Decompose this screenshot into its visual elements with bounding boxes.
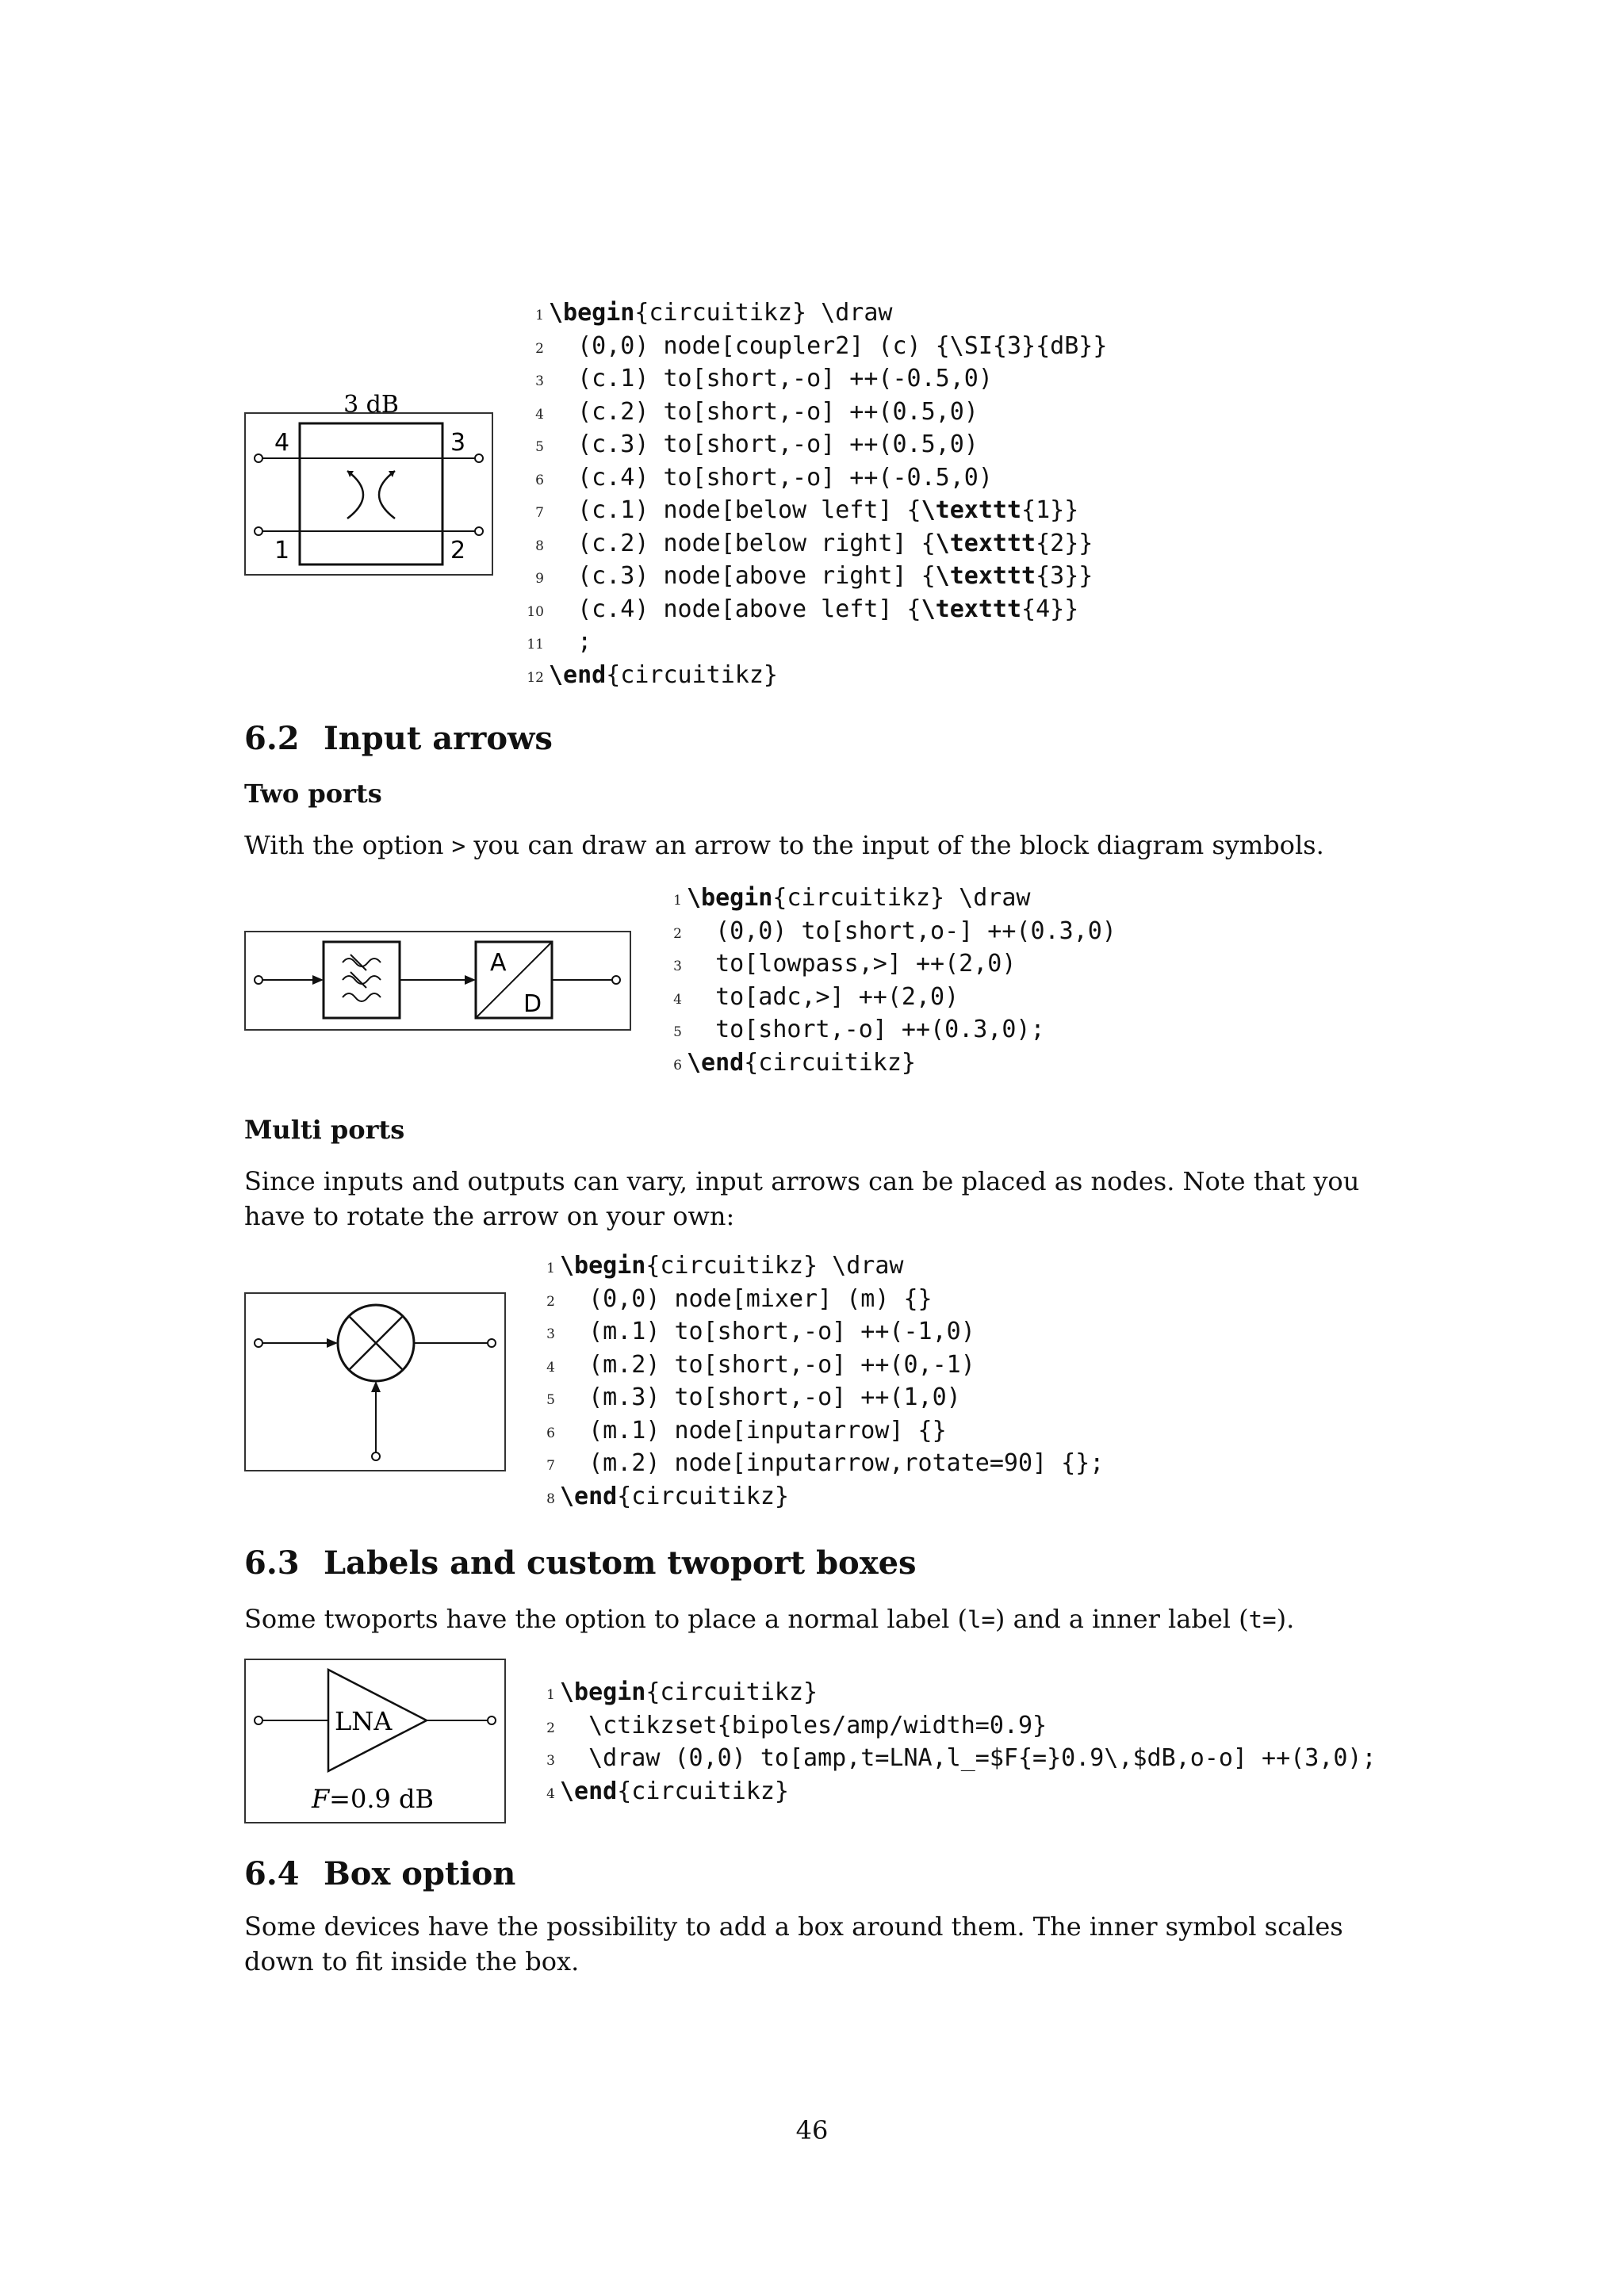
coupler-port-1: 1 [274,537,290,564]
code-text: {circuitikz} [606,660,778,689]
section-number: 6.2 [244,720,300,757]
code-keyword: \begin [687,884,773,912]
code-listing-two-ports [665,882,1116,1079]
line-number: 12 [527,669,544,686]
code-text: {circuitikz} [617,1777,789,1805]
code-text: (m.1) to[short,-o] ++(-1,0) [560,1318,975,1345]
code-line [527,428,1107,461]
code-text: (m.2) node[inputarrow,rotate=90] {}; [560,1449,1105,1477]
code-keyword: \begin [560,1678,646,1706]
text-run: you can draw an arrow to the input of the block diagram symbols. [465,830,1324,860]
code-text: ; [549,628,592,656]
line-number: 1 [546,1261,555,1276]
text-run: ) and a inner label ( [994,1604,1249,1634]
line-number: 2 [535,340,544,357]
code-line [538,1315,1104,1349]
code-line [665,1047,1116,1080]
line-number: 4 [673,991,682,1008]
code-keyword: \end [560,1482,618,1510]
paragraph-labels [244,1601,1410,1637]
coupler-port-4: 4 [274,429,290,457]
subheading-two-ports: Two ports [244,779,382,809]
code-line [527,626,1107,659]
code-text: (m.2) to[short,-o] ++(0,-1) [560,1350,975,1379]
code-text: {circuitikz} [744,1048,916,1077]
code-line [527,494,1107,527]
line-number: 9 [535,571,544,587]
line-number: 4 [546,1785,555,1802]
code-text: (c.3) node[above right] { [549,562,936,590]
code-text: \draw (0,0) to[amp,t=LNA,l_=$F{=}0.9\,$dB,o-o] ++(3,0); [560,1744,1377,1772]
code-line [538,1775,1377,1808]
inline-code: > [451,832,466,859]
lowpass-adc-figure [244,931,631,1031]
page-number: 46 [795,2115,829,2145]
code-line [527,593,1107,626]
lna-label-value: =0.9 dB [329,1784,435,1814]
code-keyword: \end [560,1777,618,1805]
code-text: to[adc,>] ++(2,0) [687,982,959,1011]
line-number: 3 [535,373,544,389]
code-text: {3}} [1036,562,1094,590]
line-number: 3 [546,1326,555,1342]
lna-label-var: F [311,1784,330,1814]
code-line [538,1447,1104,1480]
code-line [527,560,1107,593]
inline-code: l= [967,1606,995,1633]
code-text: (m.3) to[short,-o] ++(1,0) [560,1383,961,1411]
code-text: {circuitikz} \draw [645,1252,904,1280]
code-text: {circuitikz} \draw [772,884,1031,912]
subheading-multi-ports: Multi ports [244,1115,405,1145]
code-text: (m.1) node[inputarrow] {} [560,1416,947,1445]
code-line [665,981,1116,1014]
code-line [665,915,1116,948]
line-number: 5 [546,1392,555,1408]
code-line [538,1676,1377,1709]
line-number: 8 [535,538,544,554]
code-listing-coupler [527,297,1107,691]
coupler-figure [244,391,493,576]
code-line [527,461,1107,495]
code-line [527,527,1107,561]
paragraph-multi-ports: Since inputs and outputs can vary, input arrows can be placed as nodes. Note that you have to rotate the arrow on your own: [244,1166,1360,1231]
code-text: (c.2) node[below right] { [549,529,936,557]
line-number: 4 [535,406,544,423]
code-text: {1}} [1021,496,1079,524]
adc-label-top: A [490,949,507,977]
text-run: With the option [244,830,452,860]
code-keyword: \begin [549,299,635,327]
code-text: \ctikzset{bipoles/amp/width=0.9} [560,1711,1048,1739]
line-number: 2 [546,1720,555,1736]
code-keyword: \texttt [921,595,1022,623]
code-keyword: \end [687,1048,745,1077]
code-line [665,947,1116,981]
section-number: 6.3 [244,1544,300,1582]
line-number: 2 [673,925,682,942]
code-line [538,1742,1377,1775]
code-text: to[short,-o] ++(0.3,0); [687,1016,1045,1043]
line-number: 2 [546,1293,555,1310]
code-text: {2}} [1036,529,1094,557]
code-line [538,1414,1104,1448]
code-text: (0,0) to[short,o-] ++(0.3,0) [687,916,1116,945]
code-keyword: \texttt [935,529,1036,557]
code-listing-multi-ports [538,1249,1104,1513]
code-line [538,1283,1104,1316]
line-number: 8 [546,1490,555,1507]
mixer-diagram [246,1294,504,1470]
paragraph-box: Some devices have the possibility to add a box around them. The inner symbol scales down to fit inside the box. [244,1911,1343,1976]
line-number: 7 [546,1458,555,1474]
line-number: 4 [546,1359,555,1376]
line-number: 5 [673,1024,682,1040]
lowpass-adc-diagram [246,932,630,1029]
code-text: (c.4) to[short,-o] ++(-0.5,0) [549,463,993,492]
code-text: (0,0) node[mixer] (m) {} [560,1284,933,1313]
lna-diagram [246,1660,504,1822]
section-number: 6.4 [244,1855,300,1892]
code-text: {circuitikz} [617,1482,789,1510]
code-line [538,1480,1104,1513]
lna-inner-label: LNA [335,1706,393,1736]
code-line [527,297,1107,330]
code-line [527,362,1107,396]
code-line [538,1349,1104,1382]
line-number: 6 [546,1425,555,1441]
code-text: to[lowpass,>] ++(2,0) [687,950,1017,978]
code-line [538,1381,1104,1414]
line-number: 5 [535,439,544,455]
code-text: {circuitikz} [645,1678,818,1706]
paragraph-two-ports [244,828,1410,863]
coupler-label: 3 dB [343,391,399,419]
code-text: (0,0) node[coupler2] (c) {\SI{3}{dB}} [549,331,1108,360]
code-line [665,1013,1116,1047]
text-run: ). [1276,1604,1295,1634]
section-heading-6-4 [244,1855,515,1892]
section-heading-6-2 [244,720,553,757]
code-line [527,330,1107,363]
lna-figure [244,1659,506,1823]
code-keyword: \texttt [935,562,1036,590]
code-text: (c.4) node[above left] { [549,595,921,623]
code-text: (c.1) node[below left] { [549,496,921,524]
line-number: 1 [673,893,682,909]
line-number: 7 [535,505,544,521]
coupler-port-2: 2 [450,537,466,564]
mixer-figure [244,1292,506,1471]
line-number: 1 [546,1687,555,1703]
line-number: 11 [527,637,544,652]
code-line [538,1709,1377,1743]
code-line [538,1249,1104,1283]
section-title: Input arrows [324,720,553,757]
code-text: (c.3) to[short,-o] ++(0.5,0) [549,430,979,458]
code-text: (c.2) to[short,-o] ++(0.5,0) [549,397,979,426]
line-number: 3 [546,1753,555,1769]
lna-label [311,1784,434,1814]
code-keyword: \begin [560,1252,646,1280]
section-title: Labels and custom twoport boxes [324,1544,917,1582]
line-number: 6 [673,1057,682,1073]
text-run: Some twoports have the option to place a normal label ( [244,1604,967,1634]
line-number: 3 [673,959,682,974]
code-listing-labels [538,1676,1377,1808]
line-number: 10 [527,603,544,620]
line-number: 6 [535,472,544,488]
section-heading-6-3 [244,1544,917,1582]
code-text: {4}} [1021,595,1079,623]
code-keyword: \texttt [921,496,1022,524]
section-title: Box option [324,1855,516,1892]
code-text: {circuitikz} \draw [634,299,893,327]
line-number: 1 [535,308,544,323]
code-line [665,882,1116,915]
coupler-port-3: 3 [450,429,466,457]
code-line [527,659,1107,692]
adc-label-bottom: D [523,990,542,1018]
code-text: (c.1) to[short,-o] ++(-0.5,0) [549,365,993,392]
inline-code: t= [1248,1606,1277,1633]
code-keyword: \end [549,660,607,689]
code-line [527,396,1107,429]
coupler-diagram [246,391,492,574]
